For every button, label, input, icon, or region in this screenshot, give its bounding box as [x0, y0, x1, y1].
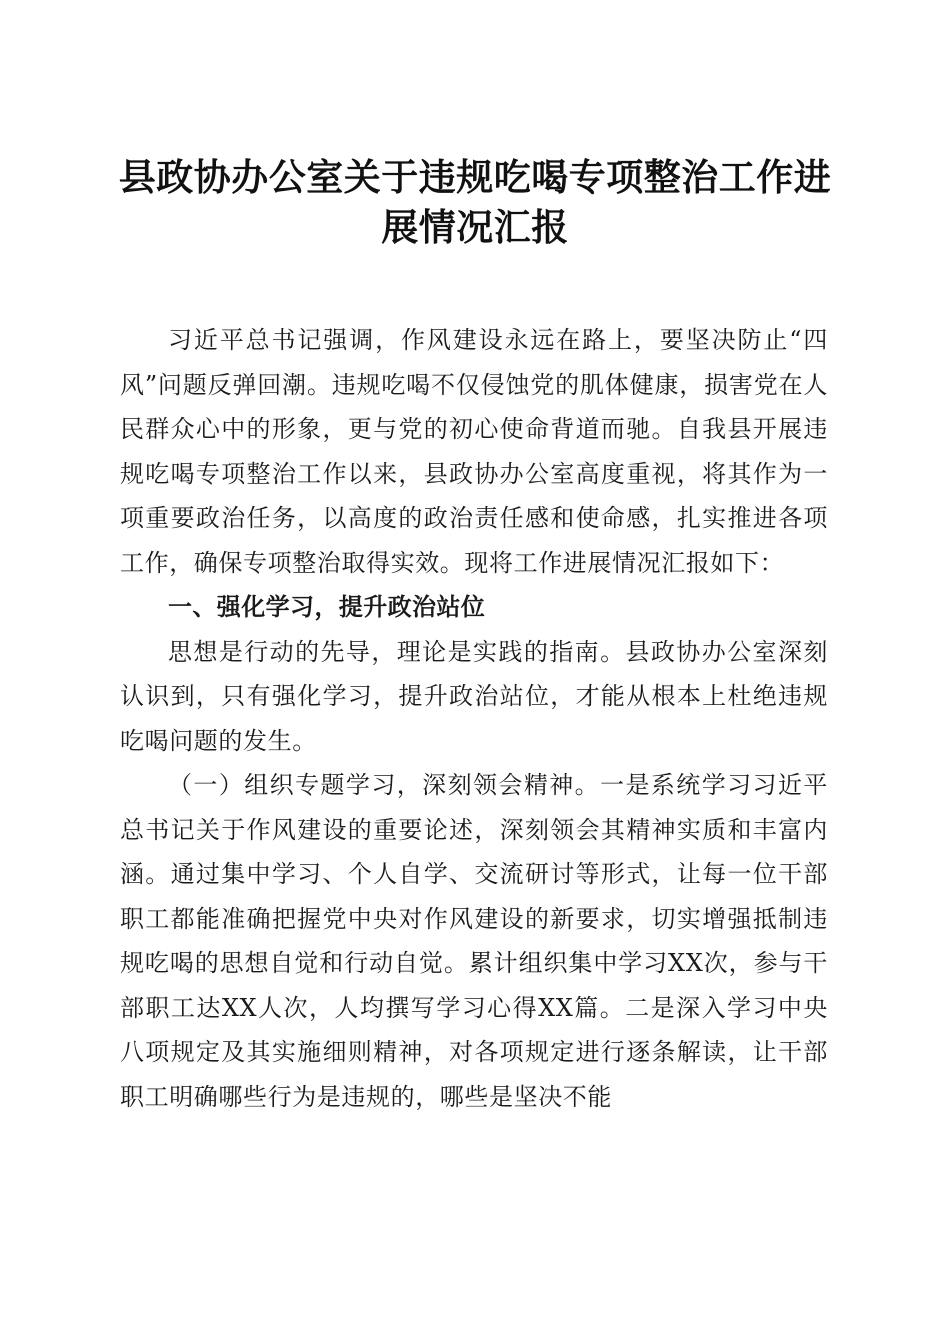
- document-body: [120, 318, 828, 1119]
- subsection-paragraph: （一）组织专题学习，深刻领会精神。一是系统学习习近平总书记关于作风建设的重要论述，深刻领会其精神实质和丰富内涵。通过集中学习、个人自学、交流研讨等形式，让每一位干部职工都能准确把握党中央对作风建设的新要求，切实增强抵制违规吃喝的思想自觉和行动自觉。累计组织集中学习XX次，参与干部职工达XX人次，人均撰写学习心得XX篇。二是深入学习中央八项规定及其实施细则精神，对各项规定进行逐条解读，让干部职工明确哪些行为是违规的，哪些是坚决不能: [120, 771, 828, 1111]
- section-heading: 一、强化学习，提升政治站位: [168, 593, 486, 621]
- intro-paragraph: 习近平总书记强调，作风建设永远在路上，要坚决防止“四风”问题反弹回潮。违规吃喝不仅侵蚀党的肌体健康，损害党在人民群众心中的形象，更与党的初心使命背道而驰。自我县开展违规吃喝专项整治工作以来，县政协办公室高度重视，将其作为一项重要政治任务，以高度的政治责任感和使命感，扎实推进各项工作，确保专项整治取得实效。现将工作进展情况汇报如下：: [120, 326, 828, 577]
- section-intro-paragraph: 思想是行动的先导，理论是实践的指南。县政协办公室深刻认识到，只有强化学习，提升政治站位，才能从根本上杜绝违规吃喝问题的发生。: [120, 637, 828, 755]
- document-title: 县政协办公室关于违规吃喝专项整治工作进展情况汇报: [118, 155, 832, 249]
